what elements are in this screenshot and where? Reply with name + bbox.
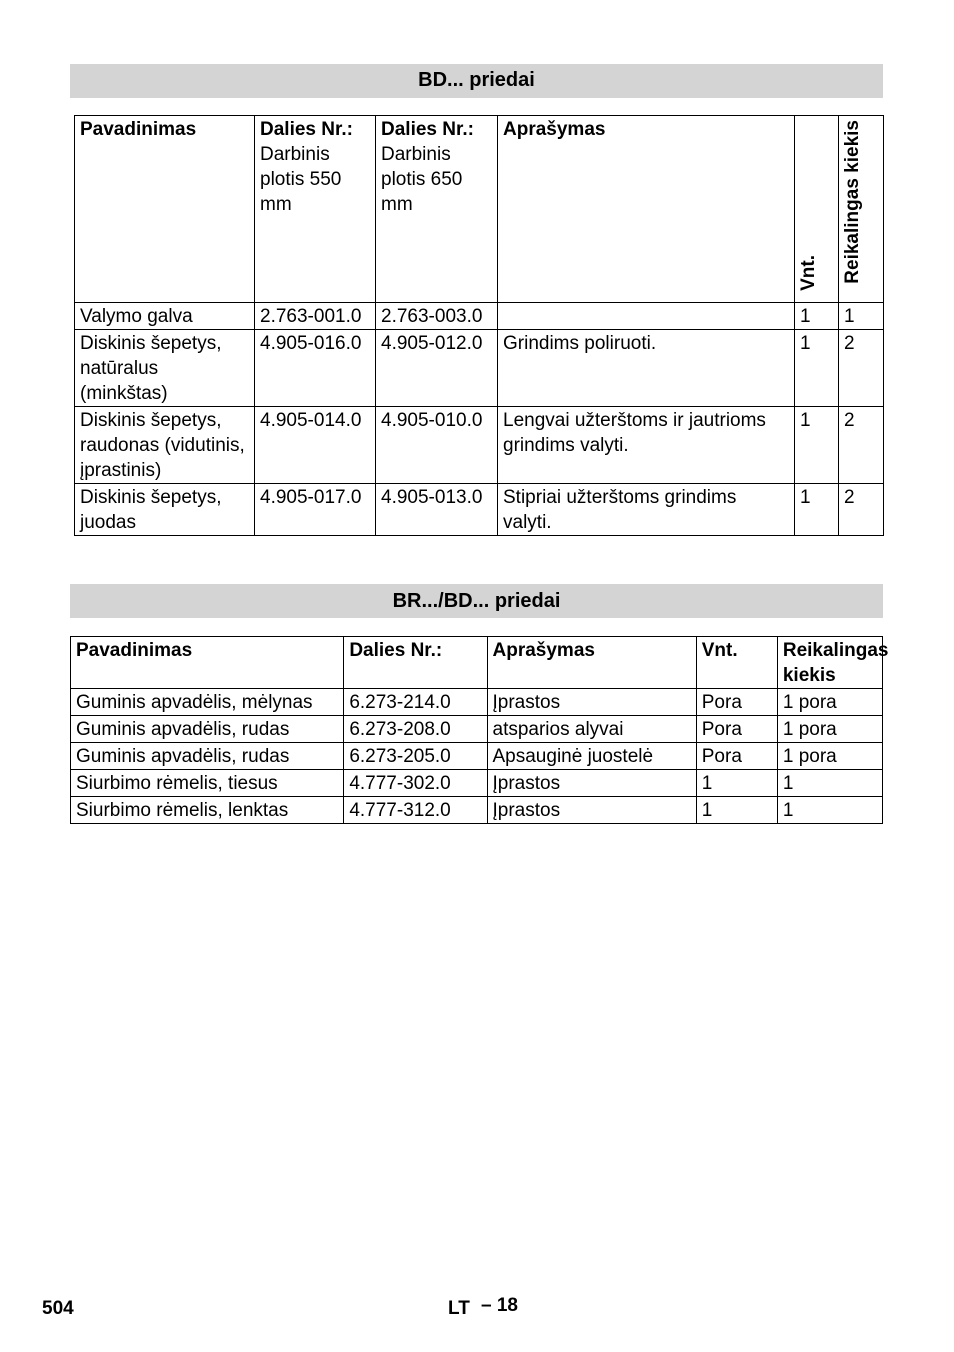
header-unit-label: Vnt. bbox=[798, 255, 819, 291]
cell-name: Siurbimo rėmelis, lenktas bbox=[71, 797, 344, 824]
cell-qty: 1 pora bbox=[777, 716, 882, 743]
cell-unit: 1 bbox=[795, 484, 839, 536]
cell-description: Įprastos bbox=[487, 689, 696, 716]
cell-qty: 1 bbox=[777, 770, 882, 797]
header-description: Aprašymas bbox=[487, 637, 696, 689]
cell-description: Apsauginė juostelė bbox=[487, 743, 696, 770]
header-required-qty-label: Reikalingas kiekis bbox=[842, 120, 863, 284]
cell-qty: 2 bbox=[839, 330, 884, 407]
header-name: Pavadinimas bbox=[71, 637, 344, 689]
header-part-550-title: Dalies Nr.: bbox=[260, 119, 353, 140]
table-header-row bbox=[75, 116, 884, 303]
cell-part-550: 2.763-001.0 bbox=[255, 303, 376, 330]
cell-name: Guminis apvadėlis, mėlynas bbox=[71, 689, 344, 716]
header-part: Dalies Nr.: bbox=[344, 637, 487, 689]
table-row bbox=[75, 484, 884, 536]
page-number: 504 bbox=[42, 1298, 74, 1319]
header-required-qty bbox=[839, 116, 884, 303]
header-part-650-sub: Darbinis plotis 650 mm bbox=[381, 144, 463, 215]
section-title-bd-accessories: BD... priedai bbox=[70, 64, 883, 98]
table-row bbox=[71, 716, 883, 743]
cell-unit: 1 bbox=[795, 303, 839, 330]
header-required-qty: Reikalingas kiekis bbox=[777, 637, 882, 689]
cell-part-650: 4.905-010.0 bbox=[376, 407, 498, 484]
cell-part-650: 4.905-012.0 bbox=[376, 330, 498, 407]
cell-name: Diskinis šepetys, raudonas (vidutinis, įprastinis) bbox=[75, 407, 255, 484]
cell-description: Stipriai užterštoms grindims valyti. bbox=[498, 484, 795, 536]
table-row bbox=[71, 797, 883, 824]
table-row bbox=[75, 303, 884, 330]
bd-accessories-table bbox=[74, 115, 884, 536]
cell-unit: 1 bbox=[696, 797, 777, 824]
cell-name: Diskinis šepetys, juodas bbox=[75, 484, 255, 536]
cell-part-550: 4.905-016.0 bbox=[255, 330, 376, 407]
section-page-number: – 18 bbox=[481, 1295, 518, 1316]
section-title-br-bd-accessories: BR.../BD... priedai bbox=[70, 584, 883, 618]
cell-qty: 1 pora bbox=[777, 689, 882, 716]
table-header-row bbox=[71, 637, 883, 689]
header-unit: Vnt. bbox=[696, 637, 777, 689]
cell-name: Guminis apvadėlis, rudas bbox=[71, 743, 344, 770]
language-code: LT bbox=[448, 1298, 470, 1319]
table-row bbox=[71, 689, 883, 716]
cell-description: Įprastos bbox=[487, 797, 696, 824]
cell-part-650: 4.905-013.0 bbox=[376, 484, 498, 536]
cell-name: Valymo galva bbox=[75, 303, 255, 330]
cell-unit: Pora bbox=[696, 716, 777, 743]
cell-description bbox=[498, 303, 795, 330]
header-part-550 bbox=[255, 116, 376, 303]
cell-description: Grindims poliruoti. bbox=[498, 330, 795, 407]
table-row bbox=[71, 770, 883, 797]
header-part-650-title: Dalies Nr.: bbox=[381, 119, 474, 140]
header-part-550-sub: Darbinis plotis 550 mm bbox=[260, 144, 342, 215]
cell-unit: 1 bbox=[795, 407, 839, 484]
cell-unit: 1 bbox=[696, 770, 777, 797]
cell-name: Diskinis šepetys, natūralus (minkštas) bbox=[75, 330, 255, 407]
cell-name: Siurbimo rėmelis, tiesus bbox=[71, 770, 344, 797]
cell-description: Įprastos bbox=[487, 770, 696, 797]
cell-qty: 2 bbox=[839, 484, 884, 536]
table-row bbox=[71, 743, 883, 770]
header-name: Pavadinimas bbox=[75, 116, 255, 303]
table-row bbox=[75, 330, 884, 407]
cell-description: Lengvai užterštoms ir jautrioms grindims valyti. bbox=[498, 407, 795, 484]
cell-qty: 1 pora bbox=[777, 743, 882, 770]
cell-part-550: 4.905-017.0 bbox=[255, 484, 376, 536]
header-part-650 bbox=[376, 116, 498, 303]
header-description: Aprašymas bbox=[498, 116, 795, 303]
cell-part: 6.273-214.0 bbox=[344, 689, 487, 716]
cell-part: 4.777-302.0 bbox=[344, 770, 487, 797]
cell-unit: Pora bbox=[696, 743, 777, 770]
cell-part: 6.273-205.0 bbox=[344, 743, 487, 770]
br-bd-accessories-table bbox=[70, 636, 889, 824]
cell-part: 4.777-312.0 bbox=[344, 797, 487, 824]
cell-part: 6.273-208.0 bbox=[344, 716, 487, 743]
header-unit bbox=[795, 116, 839, 303]
cell-qty: 1 bbox=[777, 797, 882, 824]
cell-name: Guminis apvadėlis, rudas bbox=[71, 716, 344, 743]
cell-part-550: 4.905-014.0 bbox=[255, 407, 376, 484]
cell-qty: 1 bbox=[839, 303, 884, 330]
cell-unit: Pora bbox=[696, 689, 777, 716]
cell-part-650: 2.763-003.0 bbox=[376, 303, 498, 330]
cell-description: atsparios alyvai bbox=[487, 716, 696, 743]
table-row bbox=[75, 407, 884, 484]
cell-unit: 1 bbox=[795, 330, 839, 407]
cell-qty: 2 bbox=[839, 407, 884, 484]
